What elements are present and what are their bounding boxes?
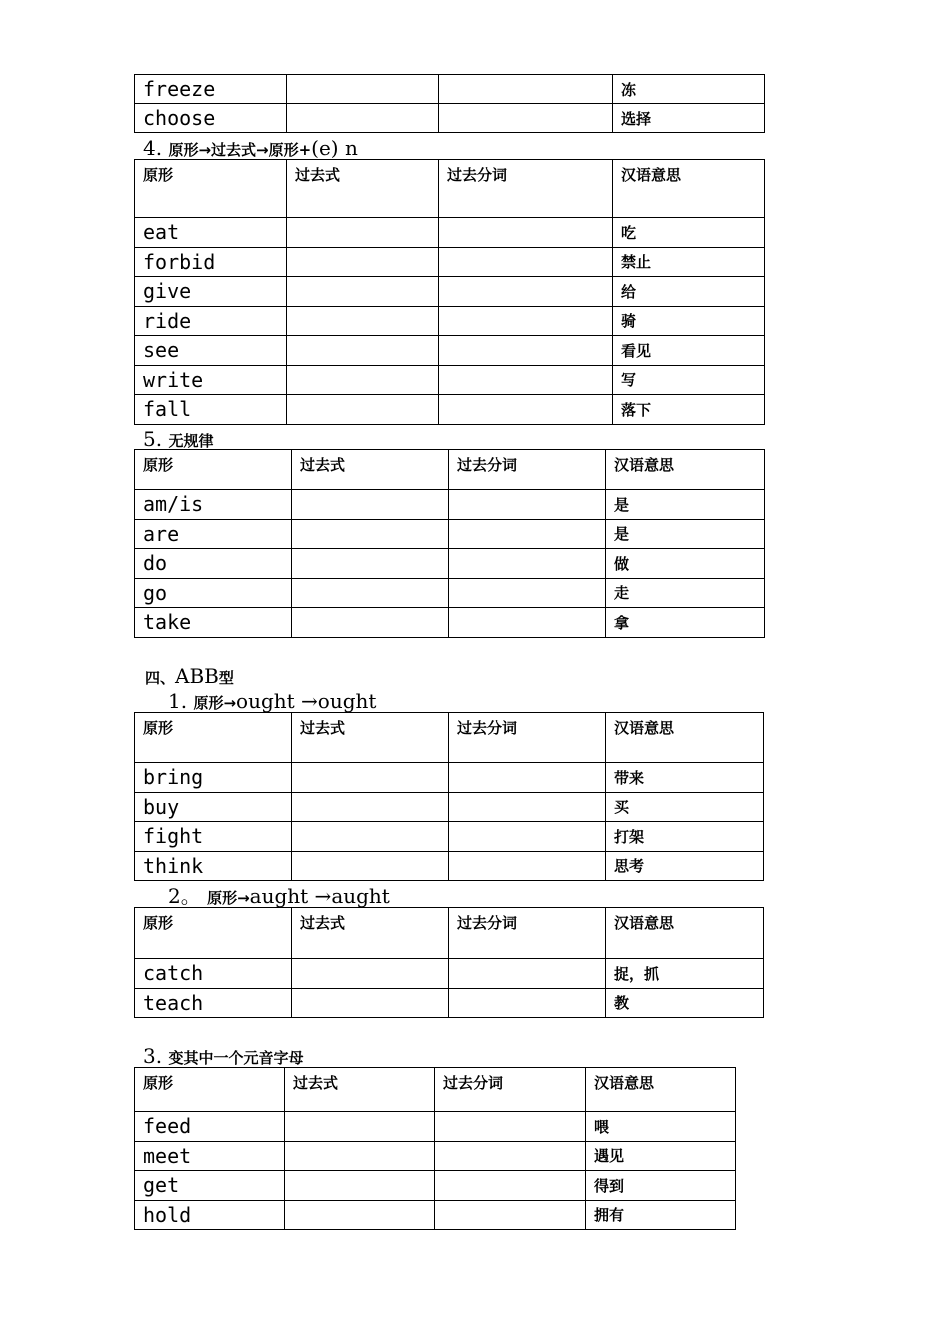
table-abb-2 [134, 907, 764, 1018]
cell-past-participle [449, 851, 606, 881]
cell-chinese-meaning: 冻 [613, 75, 765, 104]
table-row [135, 578, 765, 608]
table-row [135, 959, 764, 989]
table-row [135, 247, 765, 277]
table-abb-1 [134, 712, 764, 881]
table-section-4-body [135, 218, 765, 425]
cell-past-participle [449, 549, 606, 579]
section-abb-suffix: 型 [218, 669, 234, 687]
table-row [135, 519, 765, 549]
cell-chinese-meaning: 落下 [613, 395, 765, 425]
header-base-form: 原形 [135, 1068, 285, 1112]
table-row [135, 306, 765, 336]
abb-3-num: 3. [143, 1044, 163, 1068]
table-row [135, 365, 765, 395]
abb-2-rule: 原形→ [207, 889, 250, 907]
cell-past-tense [285, 1200, 435, 1230]
section-4-num: 4. [143, 136, 163, 160]
table-section-5 [134, 449, 765, 638]
cell-past-participle [439, 104, 613, 133]
header-chinese-meaning: 汉语意思 [606, 908, 764, 959]
cell-past-tense [292, 763, 449, 793]
cell-base-form: are [135, 519, 292, 549]
section-abb-main: ABB [175, 664, 219, 688]
cell-chinese-meaning: 得到 [586, 1171, 736, 1201]
cell-past-tense [292, 549, 449, 579]
cell-past-tense [292, 988, 449, 1018]
cell-base-form: hold [135, 1200, 285, 1230]
cell-base-form: fight [135, 822, 292, 852]
cell-past-participle [449, 608, 606, 638]
table-row [135, 792, 764, 822]
cell-base-form: think [135, 851, 292, 881]
table-row [135, 763, 764, 793]
table-row [135, 277, 765, 307]
cell-base-form: do [135, 549, 292, 579]
cell-base-form: take [135, 608, 292, 638]
cell-past-participle [449, 792, 606, 822]
table-row [135, 822, 764, 852]
cell-past-participle [449, 490, 606, 520]
header-past-tense: 过去式 [287, 160, 439, 218]
cell-base-form: forbid [135, 247, 287, 277]
table-row [135, 490, 765, 520]
cell-past-tense [285, 1141, 435, 1171]
cell-base-form: am/is [135, 490, 292, 520]
cell-chinese-meaning: 思考 [606, 851, 764, 881]
header-base-form: 原形 [135, 908, 292, 959]
cell-base-form: feed [135, 1112, 285, 1142]
table-section-5-header [135, 450, 765, 490]
cell-past-participle [439, 306, 613, 336]
header-row [135, 450, 765, 490]
table-top-body [135, 75, 765, 133]
cell-past-tense [287, 306, 439, 336]
section-abb-title [145, 664, 234, 690]
section-4-suffix: (e) n [311, 136, 358, 160]
cell-chinese-meaning: 看见 [613, 336, 765, 366]
cell-chinese-meaning: 捉，抓 [606, 959, 764, 989]
cell-chinese-meaning: 选择 [613, 104, 765, 133]
cell-past-tense [287, 104, 439, 133]
cell-chinese-meaning: 拿 [606, 608, 765, 638]
cell-base-form: teach [135, 988, 292, 1018]
abb-2-num: 2。 [168, 884, 201, 908]
cell-chinese-meaning: 给 [613, 277, 765, 307]
header-past-participle: 过去分词 [449, 908, 606, 959]
header-chinese-meaning: 汉语意思 [606, 713, 764, 763]
cell-past-tense [292, 608, 449, 638]
section-4-rule: 原形→过去式→原形+ [168, 141, 312, 159]
cell-chinese-meaning: 教 [606, 988, 764, 1018]
table-abb-1-body [135, 763, 764, 881]
table-row [135, 549, 765, 579]
cell-past-participle [435, 1171, 586, 1201]
cell-base-form: give [135, 277, 287, 307]
table-abb-2-header [135, 908, 764, 959]
cell-past-participle [449, 822, 606, 852]
cell-past-tense [292, 490, 449, 520]
header-past-participle: 过去分词 [439, 160, 613, 218]
header-past-tense: 过去式 [292, 908, 449, 959]
table-row [135, 1171, 736, 1201]
abb-3-rule: 变其中一个元音字母 [168, 1049, 304, 1067]
cell-past-tense [292, 519, 449, 549]
header-past-participle: 过去分词 [449, 713, 606, 763]
cell-past-tense [285, 1112, 435, 1142]
table-abb-1-header [135, 713, 764, 763]
cell-base-form: meet [135, 1141, 285, 1171]
cell-past-tense [292, 822, 449, 852]
table-row [135, 608, 765, 638]
header-row [135, 1068, 736, 1112]
cell-past-tense [287, 365, 439, 395]
cell-chinese-meaning: 是 [606, 519, 765, 549]
abb-1-num: 1. [168, 689, 188, 713]
cell-past-tense [287, 336, 439, 366]
cell-chinese-meaning: 骑 [613, 306, 765, 336]
table-abb-3-header [135, 1068, 736, 1112]
cell-past-participle [435, 1112, 586, 1142]
table-row [135, 104, 765, 133]
cell-past-tense [285, 1171, 435, 1201]
table-section-4-header [135, 160, 765, 218]
table-section-4 [134, 159, 765, 425]
table-row [135, 1112, 736, 1142]
section-5-num: 5. [143, 427, 163, 451]
cell-past-tense [287, 75, 439, 104]
cell-base-form: get [135, 1171, 285, 1201]
cell-chinese-meaning: 买 [606, 792, 764, 822]
cell-past-tense [287, 395, 439, 425]
table-row [135, 988, 764, 1018]
cell-past-participle [439, 395, 613, 425]
cell-chinese-meaning: 打架 [606, 822, 764, 852]
cell-past-participle [439, 247, 613, 277]
cell-past-tense [292, 578, 449, 608]
table-row [135, 75, 765, 104]
cell-past-participle [439, 336, 613, 366]
cell-chinese-meaning: 遇见 [586, 1141, 736, 1171]
cell-base-form: choose [135, 104, 287, 133]
cell-base-form: freeze [135, 75, 287, 104]
table-section-5-body [135, 490, 765, 638]
cell-past-participle [439, 277, 613, 307]
cell-base-form: fall [135, 395, 287, 425]
header-chinese-meaning: 汉语意思 [586, 1068, 736, 1112]
table-top [134, 74, 765, 133]
table-abb-3 [134, 1067, 736, 1230]
cell-past-tense [292, 792, 449, 822]
cell-chinese-meaning: 带来 [606, 763, 764, 793]
section-abb-prefix: 四、 [145, 669, 176, 687]
cell-past-participle [449, 988, 606, 1018]
abb-1-end: ought →ought [236, 689, 377, 713]
cell-chinese-meaning: 吃 [613, 218, 765, 248]
cell-chinese-meaning: 禁止 [613, 247, 765, 277]
cell-past-participle [449, 959, 606, 989]
header-past-tense: 过去式 [285, 1068, 435, 1112]
header-past-participle: 过去分词 [435, 1068, 586, 1112]
table-row [135, 218, 765, 248]
cell-past-participle [439, 75, 613, 104]
header-chinese-meaning: 汉语意思 [606, 450, 765, 490]
cell-chinese-meaning: 拥有 [586, 1200, 736, 1230]
cell-chinese-meaning: 是 [606, 490, 765, 520]
cell-base-form: ride [135, 306, 287, 336]
header-row [135, 908, 764, 959]
cell-base-form: eat [135, 218, 287, 248]
cell-past-participle [449, 578, 606, 608]
cell-past-tense [287, 218, 439, 248]
table-abb-2-body [135, 959, 764, 1018]
header-base-form: 原形 [135, 160, 287, 218]
table-row [135, 1141, 736, 1171]
cell-past-participle [449, 519, 606, 549]
table-row [135, 336, 765, 366]
table-abb-3-body [135, 1112, 736, 1230]
header-chinese-meaning: 汉语意思 [613, 160, 765, 218]
cell-past-tense [287, 277, 439, 307]
header-base-form: 原形 [135, 713, 292, 763]
cell-past-tense [287, 247, 439, 277]
cell-base-form: buy [135, 792, 292, 822]
header-past-tense: 过去式 [292, 713, 449, 763]
cell-base-form: bring [135, 763, 292, 793]
cell-past-participle [439, 218, 613, 248]
cell-past-participle [435, 1200, 586, 1230]
cell-base-form: catch [135, 959, 292, 989]
table-row [135, 1200, 736, 1230]
table-row [135, 851, 764, 881]
cell-base-form: write [135, 365, 287, 395]
cell-past-tense [292, 959, 449, 989]
header-past-participle: 过去分词 [449, 450, 606, 490]
cell-chinese-meaning: 走 [606, 578, 765, 608]
cell-past-tense [292, 851, 449, 881]
section-5-rule: 无规律 [168, 432, 214, 450]
cell-base-form: go [135, 578, 292, 608]
header-past-tense: 过去式 [292, 450, 449, 490]
cell-chinese-meaning: 写 [613, 365, 765, 395]
header-row [135, 160, 765, 218]
abb-2-end: aught →aught [249, 884, 390, 908]
cell-chinese-meaning: 喂 [586, 1112, 736, 1142]
abb-1-rule: 原形→ [193, 694, 237, 712]
cell-chinese-meaning: 做 [606, 549, 765, 579]
header-base-form: 原形 [135, 450, 292, 490]
cell-past-participle [435, 1141, 586, 1171]
header-row [135, 713, 764, 763]
cell-past-participle [439, 365, 613, 395]
cell-base-form: see [135, 336, 287, 366]
table-row [135, 395, 765, 425]
cell-past-participle [449, 763, 606, 793]
